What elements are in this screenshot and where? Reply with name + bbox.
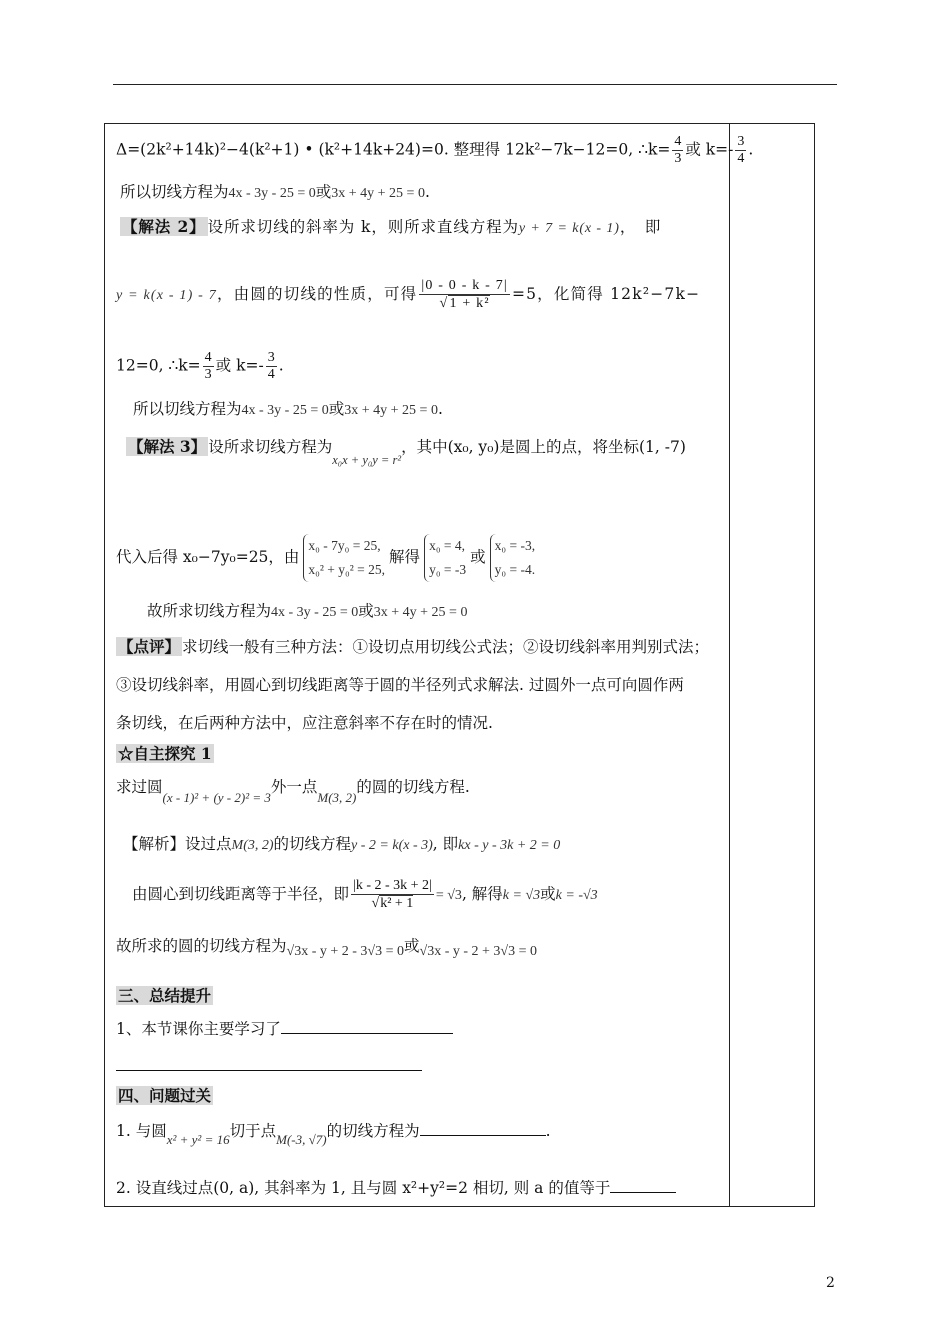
equation-system (303, 534, 385, 582)
k-solution-line (116, 350, 284, 383)
equation: kx - y - 3k + 2 = 0 (458, 838, 561, 853)
tangent-result-line-2 (133, 398, 443, 422)
solve-text: , 解得 (461, 885, 503, 903)
header-rule (113, 84, 837, 85)
period: . (748, 140, 754, 159)
answer-blank[interactable] (420, 1121, 546, 1136)
comment-label: 【点评】 (118, 637, 181, 656)
distance-text: ，由圆的切线的性质，可得 (216, 285, 418, 303)
fraction-4-3 (672, 134, 683, 167)
substitution-text: 代入后得 x₀−7y₀=25，由 (116, 548, 300, 566)
system-row: x₀ = 4, (429, 538, 466, 553)
fraction-denominator: √k² + 1 (371, 896, 414, 911)
self-explore-heading (116, 743, 214, 765)
equation: 3x + 4y + 25 = 0 (344, 403, 438, 418)
circle-equation: (x - 1)² + (y - 2)² = 3 (162, 790, 271, 805)
or-k-text: 或 k= (215, 356, 259, 375)
simplify-text: =5，化简得 12k²−7k− (511, 285, 701, 303)
fraction-numerator: 3 (267, 350, 275, 365)
fraction-3-4 (266, 350, 277, 383)
method-3-label: 【解法 3】 (128, 437, 207, 456)
equation: 4x - 3y - 25 = 0 (228, 186, 316, 201)
summary-title: 三、总结提升 (118, 986, 212, 1005)
system-row: y₀ = -3 (429, 562, 467, 577)
equation: y - 2 = k(x - 3) (351, 838, 433, 853)
comment-line-1 (116, 636, 709, 658)
self-explore-title: ☆自主探究 1 (118, 744, 212, 763)
equation: √3x - y + 2 - 3√3 = 0 (286, 944, 404, 959)
period: . (278, 356, 284, 375)
system-row: x₀ = -3, (494, 538, 536, 553)
summary-question-text: 1、本节课你主要学习了 (116, 1020, 281, 1038)
k-solution-text: 12=0, ∴k= (116, 356, 201, 375)
system-row: x₀² + y₀² = 25, (308, 562, 386, 577)
question-text: 求过圆 (116, 778, 163, 796)
fraction-denominator: 3 (204, 367, 212, 382)
method-2-text-tail: ， 即 (619, 218, 662, 236)
problems-heading (116, 1085, 213, 1107)
fraction-4-3 (203, 350, 214, 383)
problem-text: 的切线方程为 (326, 1122, 420, 1140)
equation: x₀x + y₀y = r² (332, 453, 402, 467)
fraction-denominator: √1 + k² (439, 296, 490, 311)
problem-text: 2. 设直线过点(0, a), 其斜率为 1, 且与圆 x²+y²=2 相切, 则 a 的值等于 (116, 1179, 611, 1197)
tangent-result-line-1 (120, 181, 430, 205)
fraction-numerator: 4 (674, 134, 682, 149)
problem-text: 切于点 (229, 1122, 277, 1140)
analysis-line (123, 833, 560, 857)
method-3-text: 设所求切线方程为 (208, 438, 333, 456)
fraction-numerator: 3 (737, 134, 745, 149)
system-row: x₀ - 7y₀ = 25, (308, 538, 381, 553)
sqrt-radicand: 1 + k² (449, 296, 490, 311)
explore-result-line (116, 935, 537, 959)
method-2-text: 设所求切线的斜率为 k，则所求直线方程为 (207, 218, 519, 236)
page-number: 2 (826, 1275, 835, 1291)
analysis-text: 设过点 (185, 835, 232, 853)
k-value: k = √3 (502, 888, 541, 903)
fraction-denominator: 3 (674, 151, 682, 166)
equation: 4x - 3y - 25 = 0 (241, 403, 329, 418)
point-m: M(-3, √7) (276, 1132, 327, 1147)
equation: y + 7 = k(x - 1) (518, 221, 620, 236)
solution-system-2 (490, 534, 535, 582)
method-3-text-tail: ，其中(x₀, y₀)是圆上的点，将坐标(1, -7) (401, 438, 686, 456)
problem-2-line (116, 1177, 676, 1199)
minus-sign: - (258, 356, 264, 375)
analysis-label: 【解析】 (123, 835, 186, 853)
equation: √3x - y - 2 + 3√3 = 0 (419, 944, 537, 959)
fraction-denominator: 4 (267, 367, 275, 382)
or-k-text: 或 k= (685, 140, 729, 159)
equation: y = k(x - 1) - 7 (116, 288, 217, 303)
equation: 4x - 3y - 25 = 0 (271, 605, 359, 620)
system-line (116, 533, 539, 582)
solve-text: 解得 (389, 548, 421, 566)
fraction-numerator: 4 (204, 350, 212, 365)
period: . (437, 400, 443, 418)
equation: 3x + 4y + 25 = 0 (331, 186, 425, 201)
comment-line-2: ③设切线斜率，用圆心到切线距离等于圆的半径列式求解法. 过圆外一点可向圆作两 (116, 676, 684, 694)
equation: 3x + 4y + 25 = 0 (373, 605, 468, 620)
or-text: 或 (540, 885, 556, 903)
point-m: M(3, 2) (317, 790, 357, 805)
circle-equation: x² + y² = 16 (166, 1132, 230, 1147)
or-text: 或 (404, 937, 420, 955)
fraction-numerator: |0 - 0 - k - 7| (421, 278, 508, 293)
result-text: 所以切线方程为 (133, 400, 242, 418)
k-value: k = -√3 (555, 888, 598, 903)
solution-system-1 (424, 534, 466, 582)
system-row: y₀ = -4. (494, 562, 536, 577)
distance-formula-line (116, 278, 700, 312)
result-text: 故所求的圆的切线方程为 (116, 937, 287, 955)
answer-blank[interactable] (610, 1178, 676, 1193)
problems-title: 四、问题过关 (118, 1086, 212, 1105)
summary-heading (116, 985, 213, 1007)
discriminant-line (116, 134, 753, 167)
distance-equal-radius-line (132, 878, 598, 912)
comment-line-3: 条切线，在后两种方法中，应注意斜率不存在时的情况. (116, 714, 493, 732)
or-text: 或 (328, 400, 345, 418)
method-2-label: 【解法 2】 (122, 217, 206, 236)
or-text: 或 (358, 602, 374, 620)
discriminant-text: Δ=(2k²+14k)²−4(k²+1) • (k²+14k+24)=0. 整理得 12k²−7k−12=0, ∴k= (116, 140, 671, 159)
method-3-line (126, 436, 686, 467)
distance-text: 由圆心到切线距离等于半径，即 (132, 885, 350, 903)
answer-blank-line[interactable] (116, 1070, 422, 1071)
side-column-divider (729, 123, 730, 1207)
period: . (424, 183, 430, 201)
summary-question-line (116, 1018, 453, 1040)
answer-blank[interactable] (281, 1019, 453, 1034)
problem-text: 1. 与圆 (116, 1122, 167, 1140)
period: . (545, 1122, 551, 1140)
or-text: 或 (315, 183, 332, 201)
analysis-text: 的切线方程 (273, 835, 352, 853)
fraction-numerator: |k - 2 - 3k + 2| (353, 878, 432, 893)
or-text: 或 (470, 548, 486, 566)
analysis-text: , 即 (432, 835, 459, 853)
question-text: 的圆的切线方程. (356, 778, 470, 796)
explore-question-line (116, 776, 470, 805)
problem-1-line (116, 1120, 551, 1147)
distance-fraction (419, 278, 510, 312)
sqrt-radicand: k² + 1 (380, 896, 414, 911)
fraction-3-4 (735, 134, 746, 167)
point-m: M(3, 2) (231, 838, 274, 853)
minus-sign: - (728, 140, 734, 159)
fraction-denominator: 4 (737, 151, 745, 166)
method-2-line (120, 216, 661, 240)
distance-fraction (351, 878, 434, 912)
tangent-result-line-3 (147, 600, 467, 624)
comment-text: 求切线一般有三种方法：①设切点用切线公式法；②设切线斜率用判别式法； (182, 638, 710, 656)
question-text: 外一点 (270, 778, 318, 796)
result-text: 故所求切线方程为 (147, 602, 272, 620)
result-text: 所以切线方程为 (120, 183, 229, 201)
equation: = √3 (435, 888, 462, 903)
